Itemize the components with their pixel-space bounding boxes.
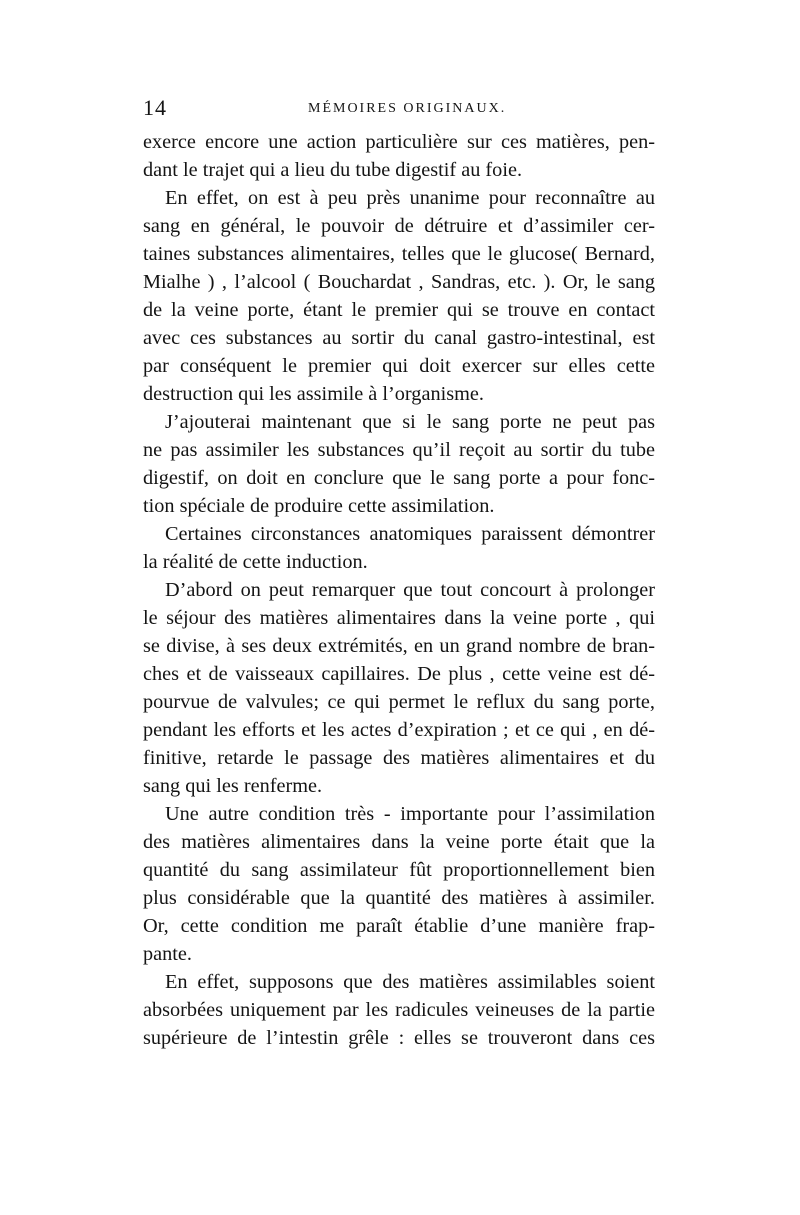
text-line: le séjour des matières alimentaires dans la veine porte , qui <box>143 607 655 629</box>
text-line: par conséquent le premier qui doit exercer sur elles cette <box>143 355 655 377</box>
text-line: Mialhe ) , l’alcool ( Bouchardat , Sandras, etc. ). Or, le sang <box>143 271 655 293</box>
page-number: 14 <box>143 95 167 120</box>
text-line: plus considérable que la quantité des matières à assimiler. <box>143 887 655 909</box>
text-line: En effet, supposons que des matières assimilables soient <box>165 971 655 993</box>
text-line: des matières alimentaires dans la veine porte était que la <box>143 831 655 853</box>
text-line: quantité du sang assimilateur fût proportionnellement bien <box>143 859 655 881</box>
text-line: dant le trajet qui a lieu du tube digestif au foie. <box>143 159 523 181</box>
body-text <box>143 128 655 1049</box>
text-line: exerce encore une action particulière sur ces matières, pen- <box>143 131 655 153</box>
text-line: se divise, à ses deux extrémités, en un grand nombre de bran- <box>143 635 655 657</box>
text-line: sang qui les renferme. <box>143 775 323 797</box>
text-line: destruction qui les assimile à l’organisme. <box>143 383 484 405</box>
running-head: MÉMOIRES ORIGINAUX. <box>308 101 507 116</box>
text-line: ne pas assimiler les substances qu’il reçoit au sortir du tube <box>143 439 655 461</box>
text-line: Une autre condition très - importante pour l’assimilation <box>165 803 655 825</box>
text-line: avec ces substances au sortir du canal gastro-intestinal, est <box>143 327 655 349</box>
text-line: Or, cette condition me paraît établie d’une manière frap- <box>143 915 655 937</box>
text-line: taines substances alimentaires, telles que le glucose( Bernard, <box>143 243 655 265</box>
text-line: ches et de vaisseaux capillaires. De plus , cette veine est dé- <box>143 663 655 685</box>
text-line: absorbées uniquement par les radicules veineuses de la partie <box>143 999 655 1021</box>
text-line: finitive, retarde le passage des matières alimentaires et du <box>143 747 655 769</box>
text-line: D’abord on peut remarquer que tout concourt à prolonger <box>165 579 655 601</box>
text-line: pante. <box>143 943 192 965</box>
text-line: de la veine porte, étant le premier qui se trouve en contact <box>143 299 655 321</box>
text-line: tion spéciale de produire cette assimilation. <box>143 495 495 517</box>
page-header <box>143 95 663 125</box>
text-line: pourvue de valvules; ce qui permet le reflux du sang porte, <box>143 691 655 713</box>
text-line: Certaines circonstances anatomiques paraissent démontrer <box>165 523 655 545</box>
text-line: supérieure de l’intestin grêle : elles se trouveront dans ces <box>143 1027 655 1049</box>
text-line: digestif, on doit en conclure que le sang porte a pour fonc- <box>143 467 655 489</box>
text-line: sang en général, le pouvoir de détruire et d’assimiler cer- <box>143 215 655 237</box>
text-line: la réalité de cette induction. <box>143 551 368 573</box>
text-line: pendant les efforts et les actes d’expiration ; et ce qui , en dé- <box>143 719 655 741</box>
text-line: En effet, on est à peu près unanime pour reconnaître au <box>165 187 655 209</box>
text-line: J’ajouterai maintenant que si le sang porte ne peut pas <box>165 411 655 433</box>
